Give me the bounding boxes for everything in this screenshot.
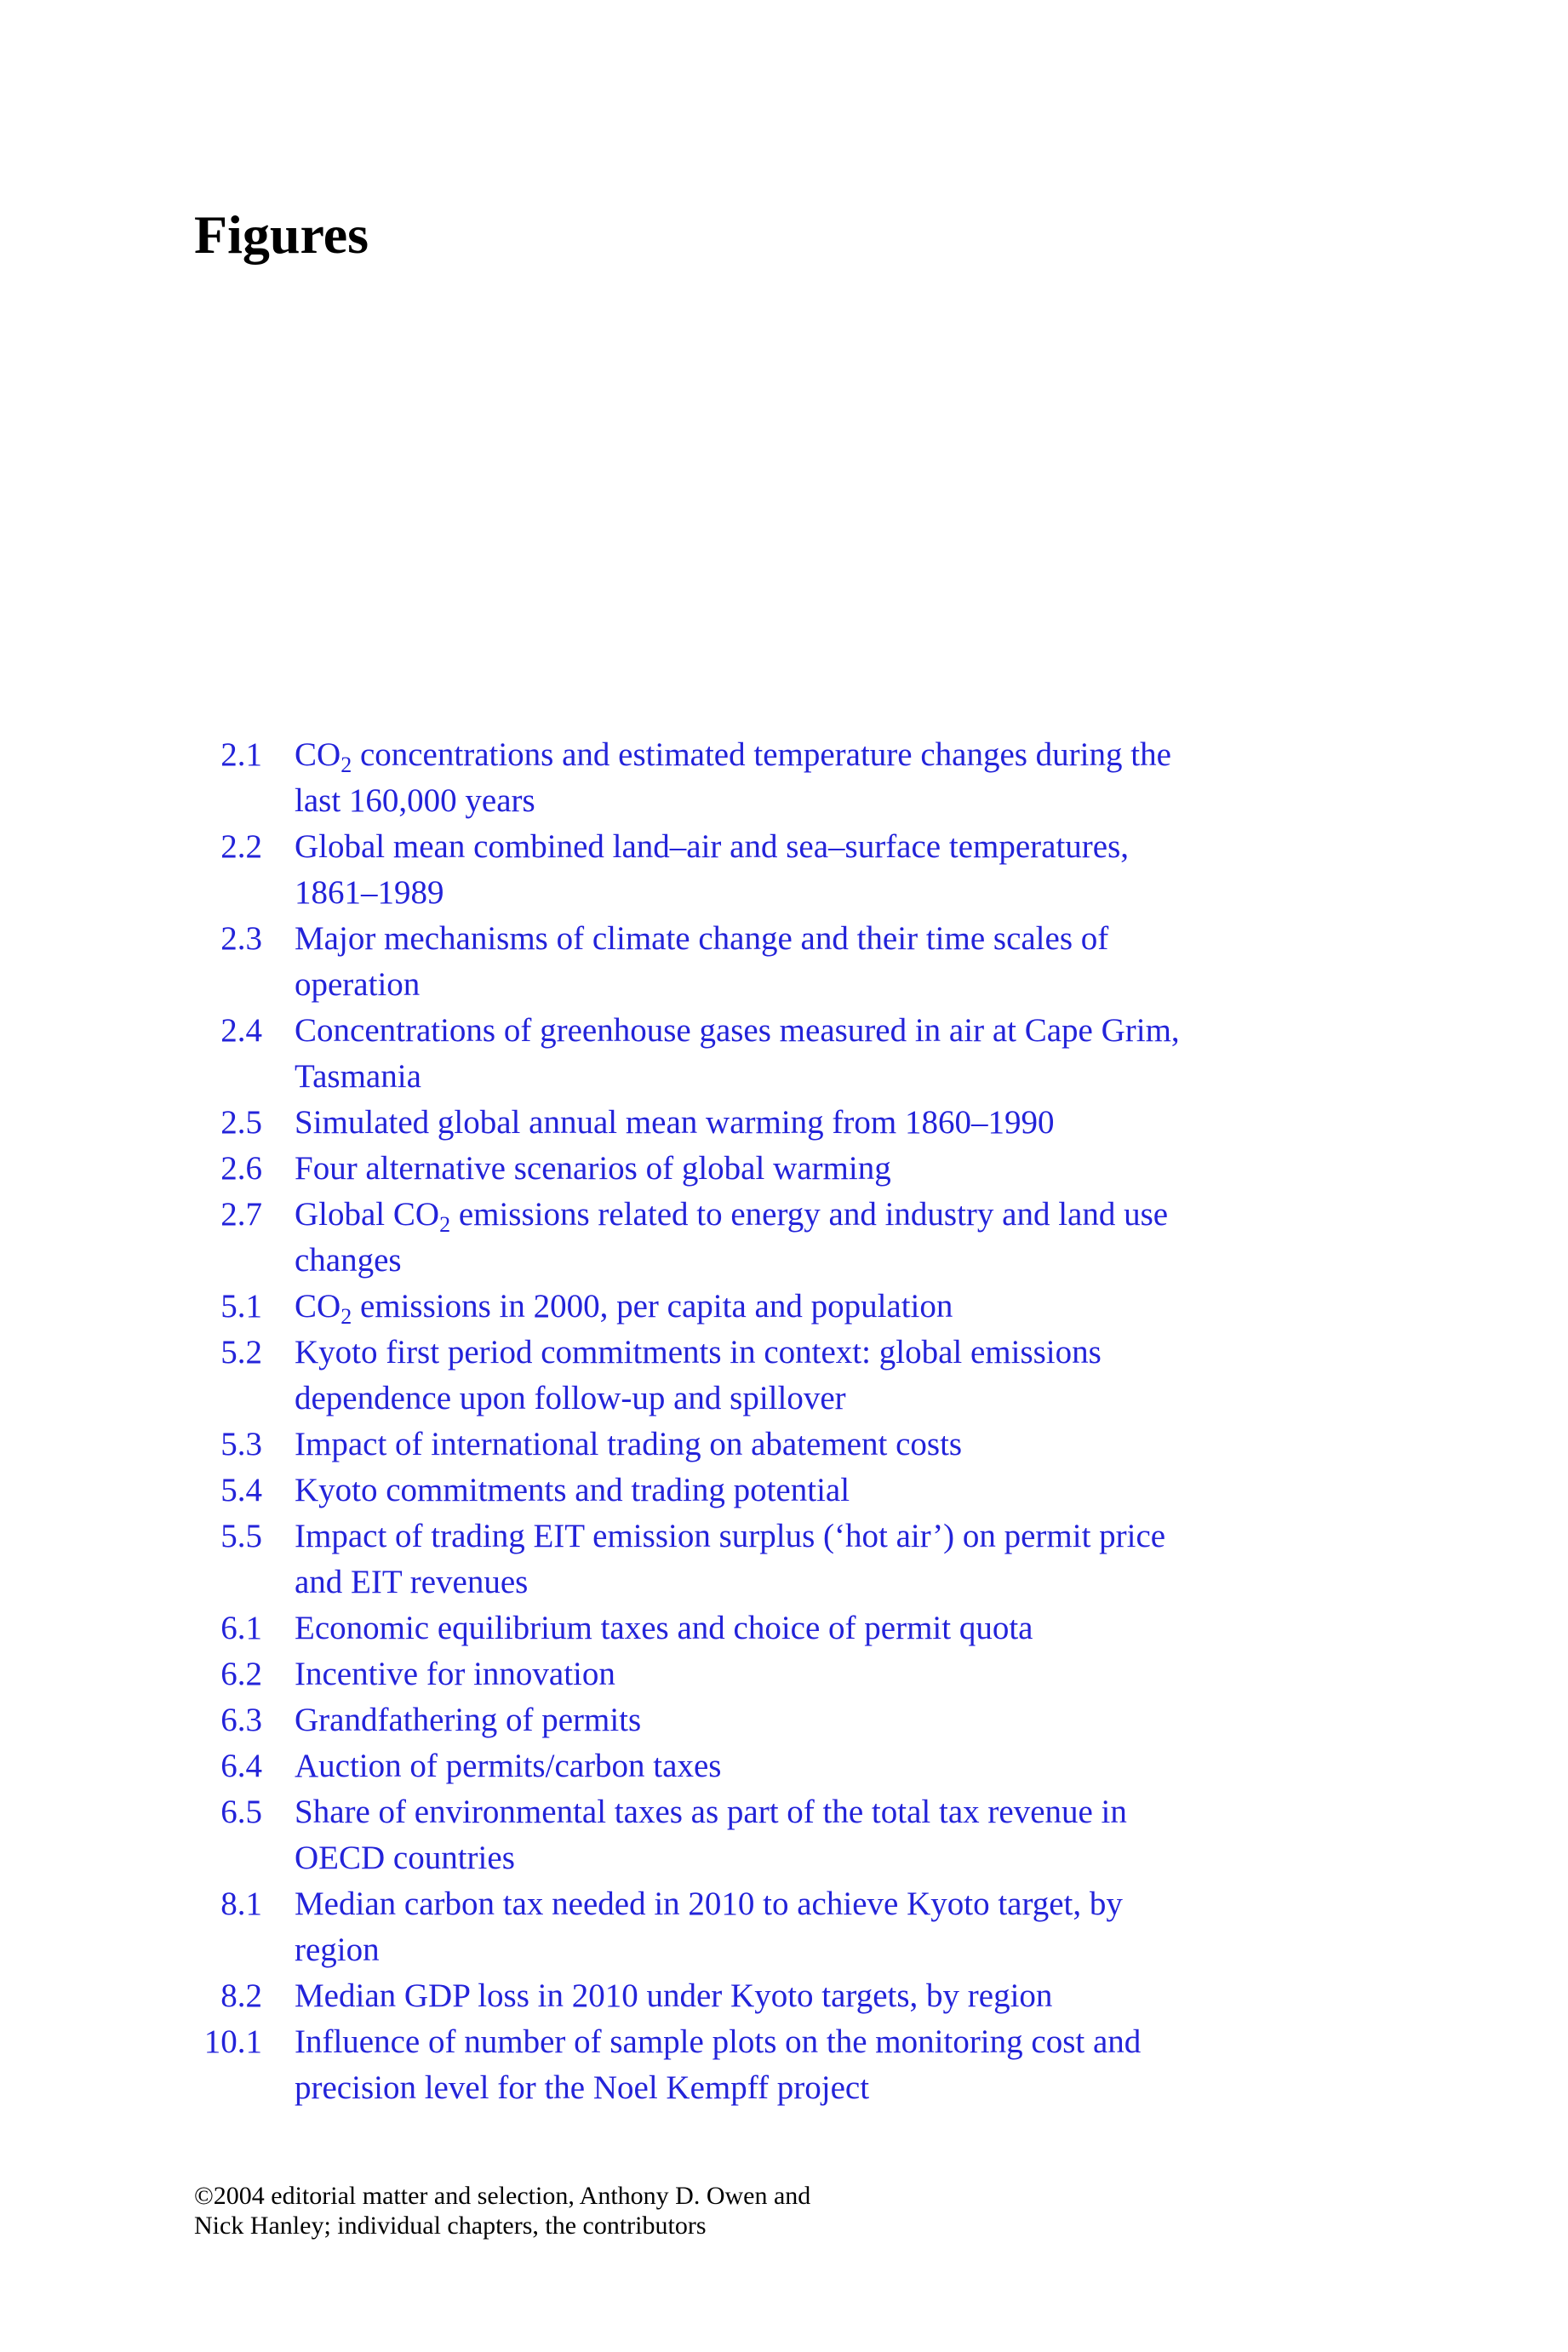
figure-title-text: Major mechanisms of climate change and their time scales of operation bbox=[295, 920, 1109, 1003]
figure-title-link[interactable] bbox=[295, 1743, 1180, 1789]
figure-title-text: Simulated global annual mean warming from 1860–1990 bbox=[295, 1104, 1055, 1141]
figure-entry[interactable] bbox=[186, 1008, 1258, 1100]
figure-number: 2.3 bbox=[220, 920, 262, 957]
figure-entry[interactable] bbox=[186, 824, 1258, 916]
figure-title-link[interactable] bbox=[295, 1514, 1180, 1605]
figure-title-link[interactable] bbox=[295, 1008, 1180, 1100]
figure-entry[interactable] bbox=[186, 2019, 1258, 2111]
figure-entry[interactable] bbox=[186, 916, 1258, 1008]
figure-number: 2.2 bbox=[220, 828, 262, 865]
figure-number: 2.6 bbox=[220, 1150, 262, 1187]
figure-list bbox=[186, 732, 1258, 2111]
figure-title-link[interactable] bbox=[295, 1789, 1180, 1881]
figure-title-link[interactable] bbox=[295, 824, 1180, 916]
figure-number: 6.5 bbox=[220, 1794, 262, 1830]
figure-number: 5.1 bbox=[220, 1288, 262, 1325]
figure-title-link[interactable] bbox=[295, 732, 1180, 824]
figure-title-link[interactable] bbox=[295, 1973, 1180, 2019]
figure-title-link[interactable] bbox=[295, 1330, 1180, 1422]
figure-title-text: Influence of number of sample plots on the monitoring cost and precision level for the Noel Kempff project bbox=[295, 2023, 1142, 2106]
figure-title-link[interactable] bbox=[295, 1422, 1180, 1468]
figure-number: 5.3 bbox=[220, 1426, 262, 1462]
figure-title-link[interactable] bbox=[295, 2019, 1180, 2111]
figure-entry[interactable] bbox=[186, 1192, 1258, 1284]
figure-title-text: CO bbox=[295, 736, 341, 773]
figure-number: 2.1 bbox=[220, 736, 262, 773]
figure-number: 5.5 bbox=[220, 1518, 262, 1554]
figure-number: 8.2 bbox=[220, 1977, 262, 2014]
figure-title-text: Auction of permits/carbon taxes bbox=[295, 1748, 722, 1784]
figure-title-link[interactable] bbox=[295, 1146, 1180, 1192]
figure-title-link[interactable] bbox=[295, 1100, 1180, 1146]
figure-number: 5.2 bbox=[220, 1334, 262, 1371]
figure-number: 5.4 bbox=[220, 1472, 262, 1508]
figure-title-text: Kyoto commitments and trading potential bbox=[295, 1472, 850, 1508]
figure-title-text: Kyoto first period commitments in context: global emissions dependence upon follow-up and spillover bbox=[295, 1334, 1102, 1416]
figure-entry[interactable] bbox=[186, 1330, 1258, 1422]
figure-title-text: Impact of international trading on abatement costs bbox=[295, 1426, 963, 1462]
figure-number: 10.1 bbox=[203, 2023, 262, 2060]
figure-entry[interactable] bbox=[186, 1146, 1258, 1192]
figure-title-text: Concentrations of greenhouse gases measured in air at Cape Grim, Tasmania bbox=[295, 1012, 1180, 1095]
figure-title-text: Economic equilibrium taxes and choice of permit quota bbox=[295, 1610, 1033, 1646]
figure-title-link[interactable] bbox=[295, 1605, 1180, 1651]
figure-entry[interactable] bbox=[186, 732, 1258, 824]
copyright-line: ©2004 editorial matter and selection, Anthony D. Owen and bbox=[194, 2182, 811, 2210]
figure-title-text: Median carbon tax needed in 2010 to achieve Kyoto target, by region bbox=[295, 1886, 1123, 1968]
figure-number: 6.4 bbox=[220, 1748, 262, 1784]
figure-title-link[interactable] bbox=[295, 1697, 1180, 1743]
copyright-notice bbox=[194, 2181, 1130, 2240]
figure-number: 8.1 bbox=[220, 1886, 262, 1922]
figure-title-link[interactable] bbox=[295, 1881, 1180, 1973]
figure-title-text: Four alternative scenarios of global warming bbox=[295, 1150, 891, 1187]
figure-title-link[interactable] bbox=[295, 1651, 1180, 1697]
figure-entry[interactable] bbox=[186, 1881, 1258, 1973]
subscript: 2 bbox=[340, 753, 352, 777]
figure-title-text: Incentive for innovation bbox=[295, 1656, 615, 1692]
figure-title-text: Share of environmental taxes as part of the total tax revenue in OECD countries bbox=[295, 1794, 1127, 1876]
figure-entry[interactable] bbox=[186, 1468, 1258, 1514]
figure-entry[interactable] bbox=[186, 1789, 1258, 1881]
figure-title-link[interactable] bbox=[295, 916, 1180, 1008]
figure-title-text: CO bbox=[295, 1288, 341, 1325]
figure-entry[interactable] bbox=[186, 1284, 1258, 1330]
subscript: 2 bbox=[340, 1304, 352, 1329]
figure-number: 2.7 bbox=[220, 1196, 262, 1233]
figure-entry[interactable] bbox=[186, 1697, 1258, 1743]
figure-number: 2.5 bbox=[220, 1104, 262, 1141]
figure-number: 6.1 bbox=[220, 1610, 262, 1646]
figure-title-text: concentrations and estimated temperature changes during the last 160,000 years bbox=[295, 736, 1171, 819]
figure-number: 6.3 bbox=[220, 1702, 262, 1738]
figure-entry[interactable] bbox=[186, 1100, 1258, 1146]
figure-title-link[interactable] bbox=[295, 1192, 1180, 1284]
figure-title-text: emissions in 2000, per capita and population bbox=[352, 1288, 953, 1325]
copyright-line: Nick Hanley; individual chapters, the contributors bbox=[194, 2212, 707, 2240]
figure-entry[interactable] bbox=[186, 1605, 1258, 1651]
figure-number: 2.4 bbox=[220, 1012, 262, 1049]
figure-title-text: Impact of trading EIT emission surplus (‘hot air’) on permit price and EIT revenues bbox=[295, 1518, 1166, 1600]
figure-title-link[interactable] bbox=[295, 1284, 1180, 1330]
figure-entry[interactable] bbox=[186, 1651, 1258, 1697]
figure-title-text: emissions related to energy and industry and land use changes bbox=[295, 1196, 1169, 1279]
figure-title-link[interactable] bbox=[295, 1468, 1180, 1514]
figure-title-text: Grandfathering of permits bbox=[295, 1702, 642, 1738]
figure-title-text: Global mean combined land–air and sea–surface temperatures, 1861–1989 bbox=[295, 828, 1130, 911]
figure-entry[interactable] bbox=[186, 1514, 1258, 1605]
figure-entry[interactable] bbox=[186, 1743, 1258, 1789]
figure-entry[interactable] bbox=[186, 1422, 1258, 1468]
figure-number: 6.2 bbox=[220, 1656, 262, 1692]
figure-title-text: Global CO bbox=[295, 1196, 440, 1233]
page-title: Figures bbox=[194, 204, 369, 265]
figure-title-text: Median GDP loss in 2010 under Kyoto targets, by region bbox=[295, 1977, 1053, 2014]
subscript: 2 bbox=[439, 1212, 451, 1237]
figure-entry[interactable] bbox=[186, 1973, 1258, 2019]
